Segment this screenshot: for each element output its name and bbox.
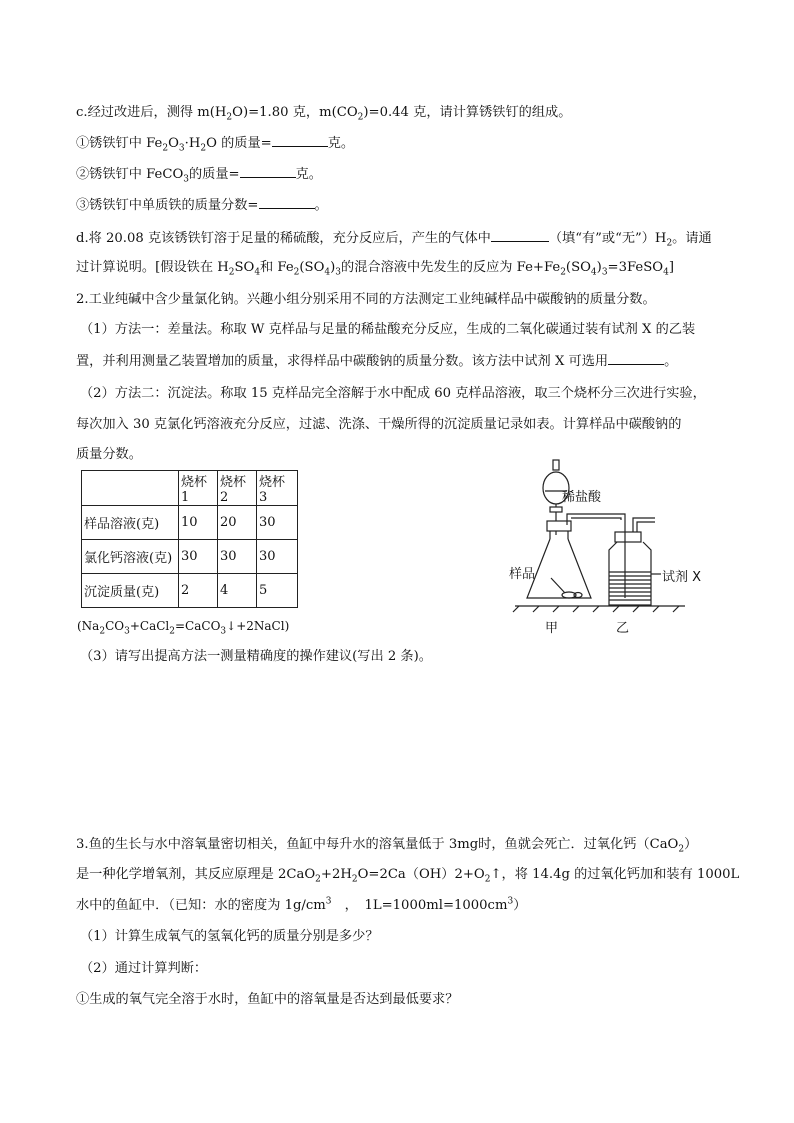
- table-cell: 10: [179, 506, 218, 540]
- label-jia: 甲: [545, 621, 559, 636]
- bench-surface: [513, 578, 685, 612]
- table-cell: 30: [179, 540, 218, 574]
- table-cell: 20: [218, 506, 257, 540]
- table-cell: 30: [257, 540, 298, 574]
- method1-line2: 置，并利用测量乙装置增加的质量，求得样品中碳酸钠的质量分数。该方法中试剂 X 可选用 。: [76, 354, 678, 369]
- question-d-line1: d.将 20.08 克该锈铁钉溶于足量的稀硫酸，充分反应后，产生的气体中 （填“有”或“无$”)H_2$。请通: [76, 231, 712, 249]
- method1-line1: （1）方法一：差量法。称取 W 克样品与足量的稀盐酸充分反应，生成的二氧化碳通过装有试剂 X 的乙装: [80, 322, 696, 337]
- reaction-equation: $(Na_2CO_3+CaCl_2=CaCO_3↓+2NaCl)$: [77, 619, 290, 637]
- table-cell: 30: [257, 506, 298, 540]
- table-cell: 5: [257, 574, 298, 608]
- label-dilute-hcl: 稀盐酸: [562, 490, 602, 505]
- method2-line1: （2）方法二：沉淀法。称取 15 克样品完全溶解于水中配成 60 克样品溶液，取三个烧杯分三次进行实验，: [80, 386, 706, 401]
- method2-line2: 每次加入 30 克氯化钙溶液充分反应，过滤、洗涤、干燥所得的沉淀质量记录如表。计算样品中碳酸钠的: [76, 417, 682, 432]
- table-cell: 烧杯 1: [179, 471, 218, 506]
- table-row: [82, 574, 298, 608]
- table-cell: 30: [218, 540, 257, 574]
- answer-blank[interactable]: [272, 134, 328, 147]
- table-cell: [82, 471, 179, 506]
- question-c3: ③锈铁钉中单质铁的质量分数= 。: [76, 198, 328, 213]
- question-3-line2: 是一种化学增氧剂，其反应原理是 $2CaO_2+2H_2O=2Ca(OH)2+O_2↑$，将 14.4g 的过氧化钙加和装有 1000L: [76, 867, 740, 885]
- answer-blank[interactable]: [608, 352, 664, 365]
- flask-jia: [527, 514, 625, 598]
- question-c1: ①锈铁钉中 $Fe_2O_3\cdot H_2O$ 的质量= 克。: [76, 136, 355, 154]
- answer-blank[interactable]: [240, 165, 296, 178]
- table-header-row: [82, 471, 298, 506]
- question-c-text: c.经过改进后，测得 $m(H_2O)=1.80$ 克，$m(CO_2)=0.44$ 克，请计算锈铁钉的组成。: [76, 105, 572, 123]
- label-yi: 乙: [616, 621, 630, 636]
- question-3-part2-sub1: ①生成的氧气完全溶于水时，鱼缸中的溶氧量是否达到最低要求？: [76, 992, 459, 1007]
- bottle-yi: [609, 518, 661, 605]
- answer-blank[interactable]: [259, 196, 315, 209]
- table-cell: 烧杯 2: [218, 471, 257, 506]
- answer-blank[interactable]: [491, 229, 549, 242]
- question-3-part1: （1）计算生成氧气的氢氧化钙的质量分别是多少？: [80, 929, 379, 944]
- apparatus-diagram: [505, 455, 710, 635]
- question-3-line1: 3.鱼的生长与水中溶氧量密切相关，鱼缸中每升水的溶氧量低于 3mg时，鱼就会死亡．过氧化钙（CaO$_2$）: [76, 837, 698, 855]
- method2-line3: 质量分数。: [76, 447, 142, 462]
- table-row: [82, 506, 298, 540]
- table-cell: 2: [179, 574, 218, 608]
- question-d-line2: 过计算说明。[假设铁在 $H_2SO_4$和 $Fe_2(SO_4)_3$的混合溶液中先发生的反应为 $Fe+Fe_2(SO_4)_3=3FeSO_4$]: [76, 260, 674, 278]
- question-3-line3: 水中的鱼缸中．（已知：水的密度为 $1g/cm^3$ ， $1L=1000ml=1000cm^3$）: [76, 896, 527, 913]
- table-cell: 氯化钙溶液(克): [82, 540, 179, 574]
- table-row: [82, 540, 298, 574]
- table-cell: 烧杯 3: [257, 471, 298, 506]
- question-3-part2: （2）通过计算判断：: [80, 961, 208, 976]
- label-sample: 样品: [509, 567, 536, 582]
- table-cell: 样品溶液(克): [82, 506, 179, 540]
- table-cell: 沉淀质量(克): [82, 574, 179, 608]
- data-table: [81, 470, 298, 608]
- question-2-title: 2.工业纯碱中含少量氯化钠。兴趣小组分别采用不同的方法测定工业纯碱样品中碳酸钠的质量分数。: [76, 292, 656, 307]
- method3-question: （3）请写出提高方法一测量精确度的操作建议(写出 2 条)。: [80, 649, 432, 664]
- question-c2: ②锈铁钉中 FeCO$_3$的质量= 克。: [76, 167, 322, 185]
- table-cell: 4: [218, 574, 257, 608]
- label-reagent-x: 试剂 X: [662, 570, 702, 585]
